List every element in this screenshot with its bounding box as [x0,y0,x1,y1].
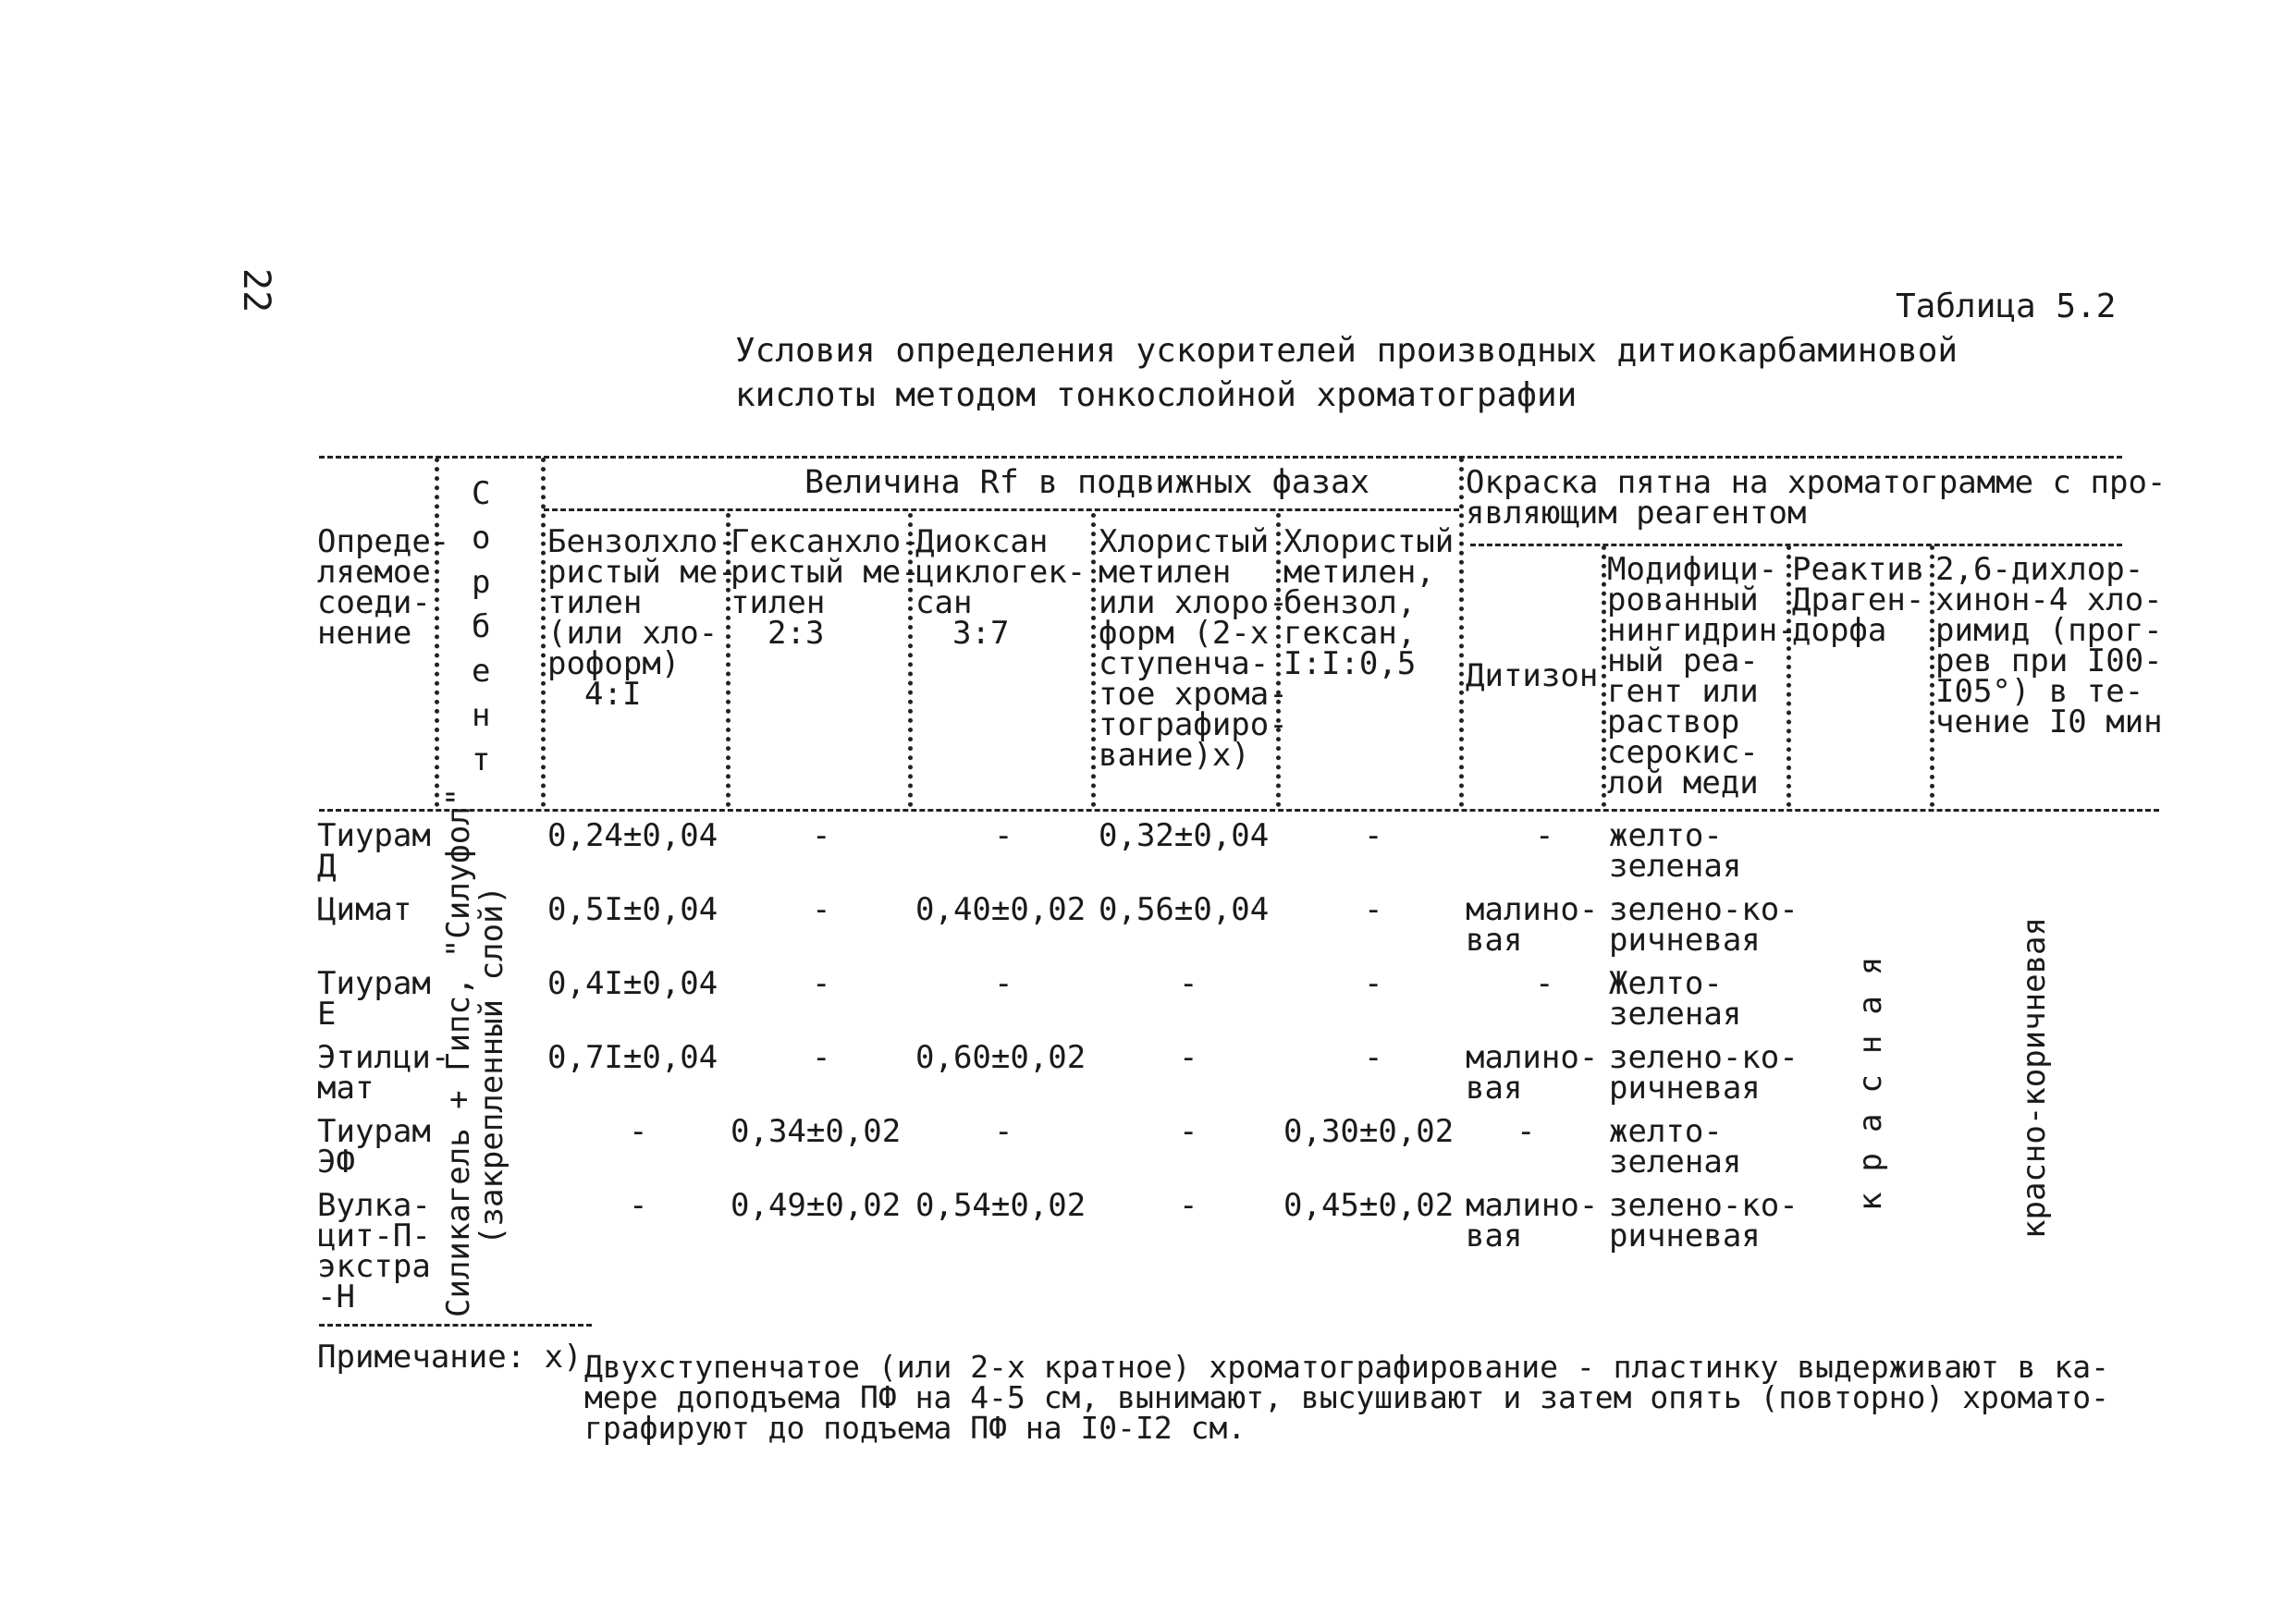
row-rf-3: 0,60±0,02 [915,1039,1087,1076]
row-rf-4: 0,32±0,04 [1099,817,1270,854]
header-phase-4: Хлористый метилен или хлоро- форм (2-х ступенча- тое хрома- тографиро- вание)х) [1099,523,1288,774]
table-label: Таблица 5.2 [1896,288,2117,325]
table-top-rule [319,456,2122,459]
row-rf-4: 0,56±0,04 [1099,891,1270,928]
row-rf-5: - [1364,1039,1383,1076]
note-label: Примечание: х) [317,1339,583,1376]
header-bottom-rule [319,809,2159,812]
row-rf-5: 0,30±0,02 [1283,1113,1455,1150]
row-ninhydrin: желто- зеленая [1609,817,1742,885]
row-compound: Тиурам Д [317,817,431,885]
table-title-line-1: Условия определения ускорителей производных дитиокарбаминовой [735,332,1958,370]
header-ninhydrin: Модифици- рованный нингидрин- ный реа- гент или раствор серокис- лой меди [1607,551,1797,802]
col-separator [1602,545,1606,807]
col-separator [1930,545,1934,807]
header-phase-5: Хлористый метилен, бензол, гексан, I:I:0,5 [1283,523,1455,682]
dragendorff-color-cell: красная [1852,936,1889,1211]
row-rf-1: 0,4I±0,04 [547,965,718,1002]
header-color-title: Окраска пятна на хроматограмме с про- являющим реагентом [1466,464,2167,532]
sorbent-cell: Силикагель + Гипс, "Силуфол" (закрепленный слой) [440,787,510,1317]
row-rf-2: - [812,891,831,928]
row-ninhydrin: зелено-ко- ричневая [1609,1187,1799,1254]
header-phase-1: Бензолхло- ристый ме- тилен (или хло- роформ) 4:I [547,523,737,713]
row-rf-3: 0,40±0,02 [915,891,1087,928]
row-rf-3: - [994,817,1013,854]
row-rf-2: - [812,1039,831,1076]
note-text: Двухступенчатое (или 2-х кратное) хроматографирование - пластинку выдерживают в ка- мере доподъема ПФ на 4-5 см, вынимают, высушивают и затем опять (повторно) хромато- графируют до подъема ПФ на I0-I2 см. [584,1349,2110,1446]
header-compound: Опреде- ляемое соеди- нение [317,523,450,652]
header-rf-title: Величина Rf в подвижных фазах [804,464,1370,501]
row-dithizone: - [1516,1113,1536,1150]
row-rf-5: - [1364,891,1383,928]
row-rf-5: 0,45±0,02 [1283,1187,1455,1224]
row-compound: Тиурам Е [317,965,431,1033]
row-dithizone: малино- вая [1466,1039,1599,1107]
col-separator [1091,513,1096,807]
row-rf-2: 0,49±0,02 [731,1187,902,1224]
row-dithizone: малино- вая [1466,1187,1599,1254]
row-compound: Цимат [317,891,412,928]
row-rf-4: - [1179,1113,1198,1150]
row-rf-1: 0,24±0,04 [547,817,718,854]
row-dithizone: малино- вая [1466,891,1599,959]
page-number: 22 [235,268,277,313]
color-subheader-rule [1470,544,2122,546]
row-compound: Этилци- мат [317,1039,450,1107]
row-ninhydrin: зелено-ко- ричневая [1609,1039,1799,1107]
row-rf-1: 0,5I±0,04 [547,891,718,928]
row-rf-2: 0,34±0,02 [731,1113,902,1150]
quinone-color-cell: красно-коричневая [2016,917,2053,1239]
row-rf-1: - [629,1187,648,1224]
header-sorbent: С о р б е н т [472,475,491,778]
col-separator [541,458,546,807]
row-ninhydrin: Желто- зеленая [1609,965,1742,1033]
row-rf-5: - [1364,817,1383,854]
row-rf-1: - [629,1113,648,1150]
header-dragendorff: Реактив Драген- дорфа [1792,551,1925,649]
row-rf-5: - [1364,965,1383,1002]
row-rf-1: 0,7I±0,04 [547,1039,718,1076]
row-ninhydrin: зелено-ко- ричневая [1609,891,1799,959]
header-phase-3: Диоксан циклогек- сан 3:7 [915,523,1087,652]
row-rf-4: - [1179,1039,1198,1076]
row-rf-3: - [994,1113,1013,1150]
row-rf-4: - [1179,1187,1198,1224]
row-compound: Вулка- цит-П- экстра -Н [317,1187,431,1315]
rf-subheader-rule [544,508,1459,511]
row-dithizone: - [1535,965,1554,1002]
header-phase-2: Гексанхло- ристый ме- тилен 2:3 [731,523,920,652]
row-rf-3: - [994,965,1013,1002]
row-rf-4: - [1179,965,1198,1002]
row-compound: Тиурам ЭФ [317,1113,431,1181]
header-quinone: 2,6-дихлор- хинон-4 хло- римид (прог- рев при I00- I05°) в те- чение I0 мин [1935,551,2163,740]
col-separator [1459,458,1464,807]
row-rf-3: 0,54±0,02 [915,1187,1087,1224]
row-ninhydrin: желто- зеленая [1609,1113,1742,1181]
row-rf-2: - [812,965,831,1002]
table-title-line-2: кислоты методом тонкослойной хроматографии [735,376,1578,414]
row-dithizone: - [1535,817,1554,854]
row-rf-2: - [812,817,831,854]
header-dithizone: Дитизон [1466,657,1599,694]
table-bottom-rule [319,1324,592,1327]
